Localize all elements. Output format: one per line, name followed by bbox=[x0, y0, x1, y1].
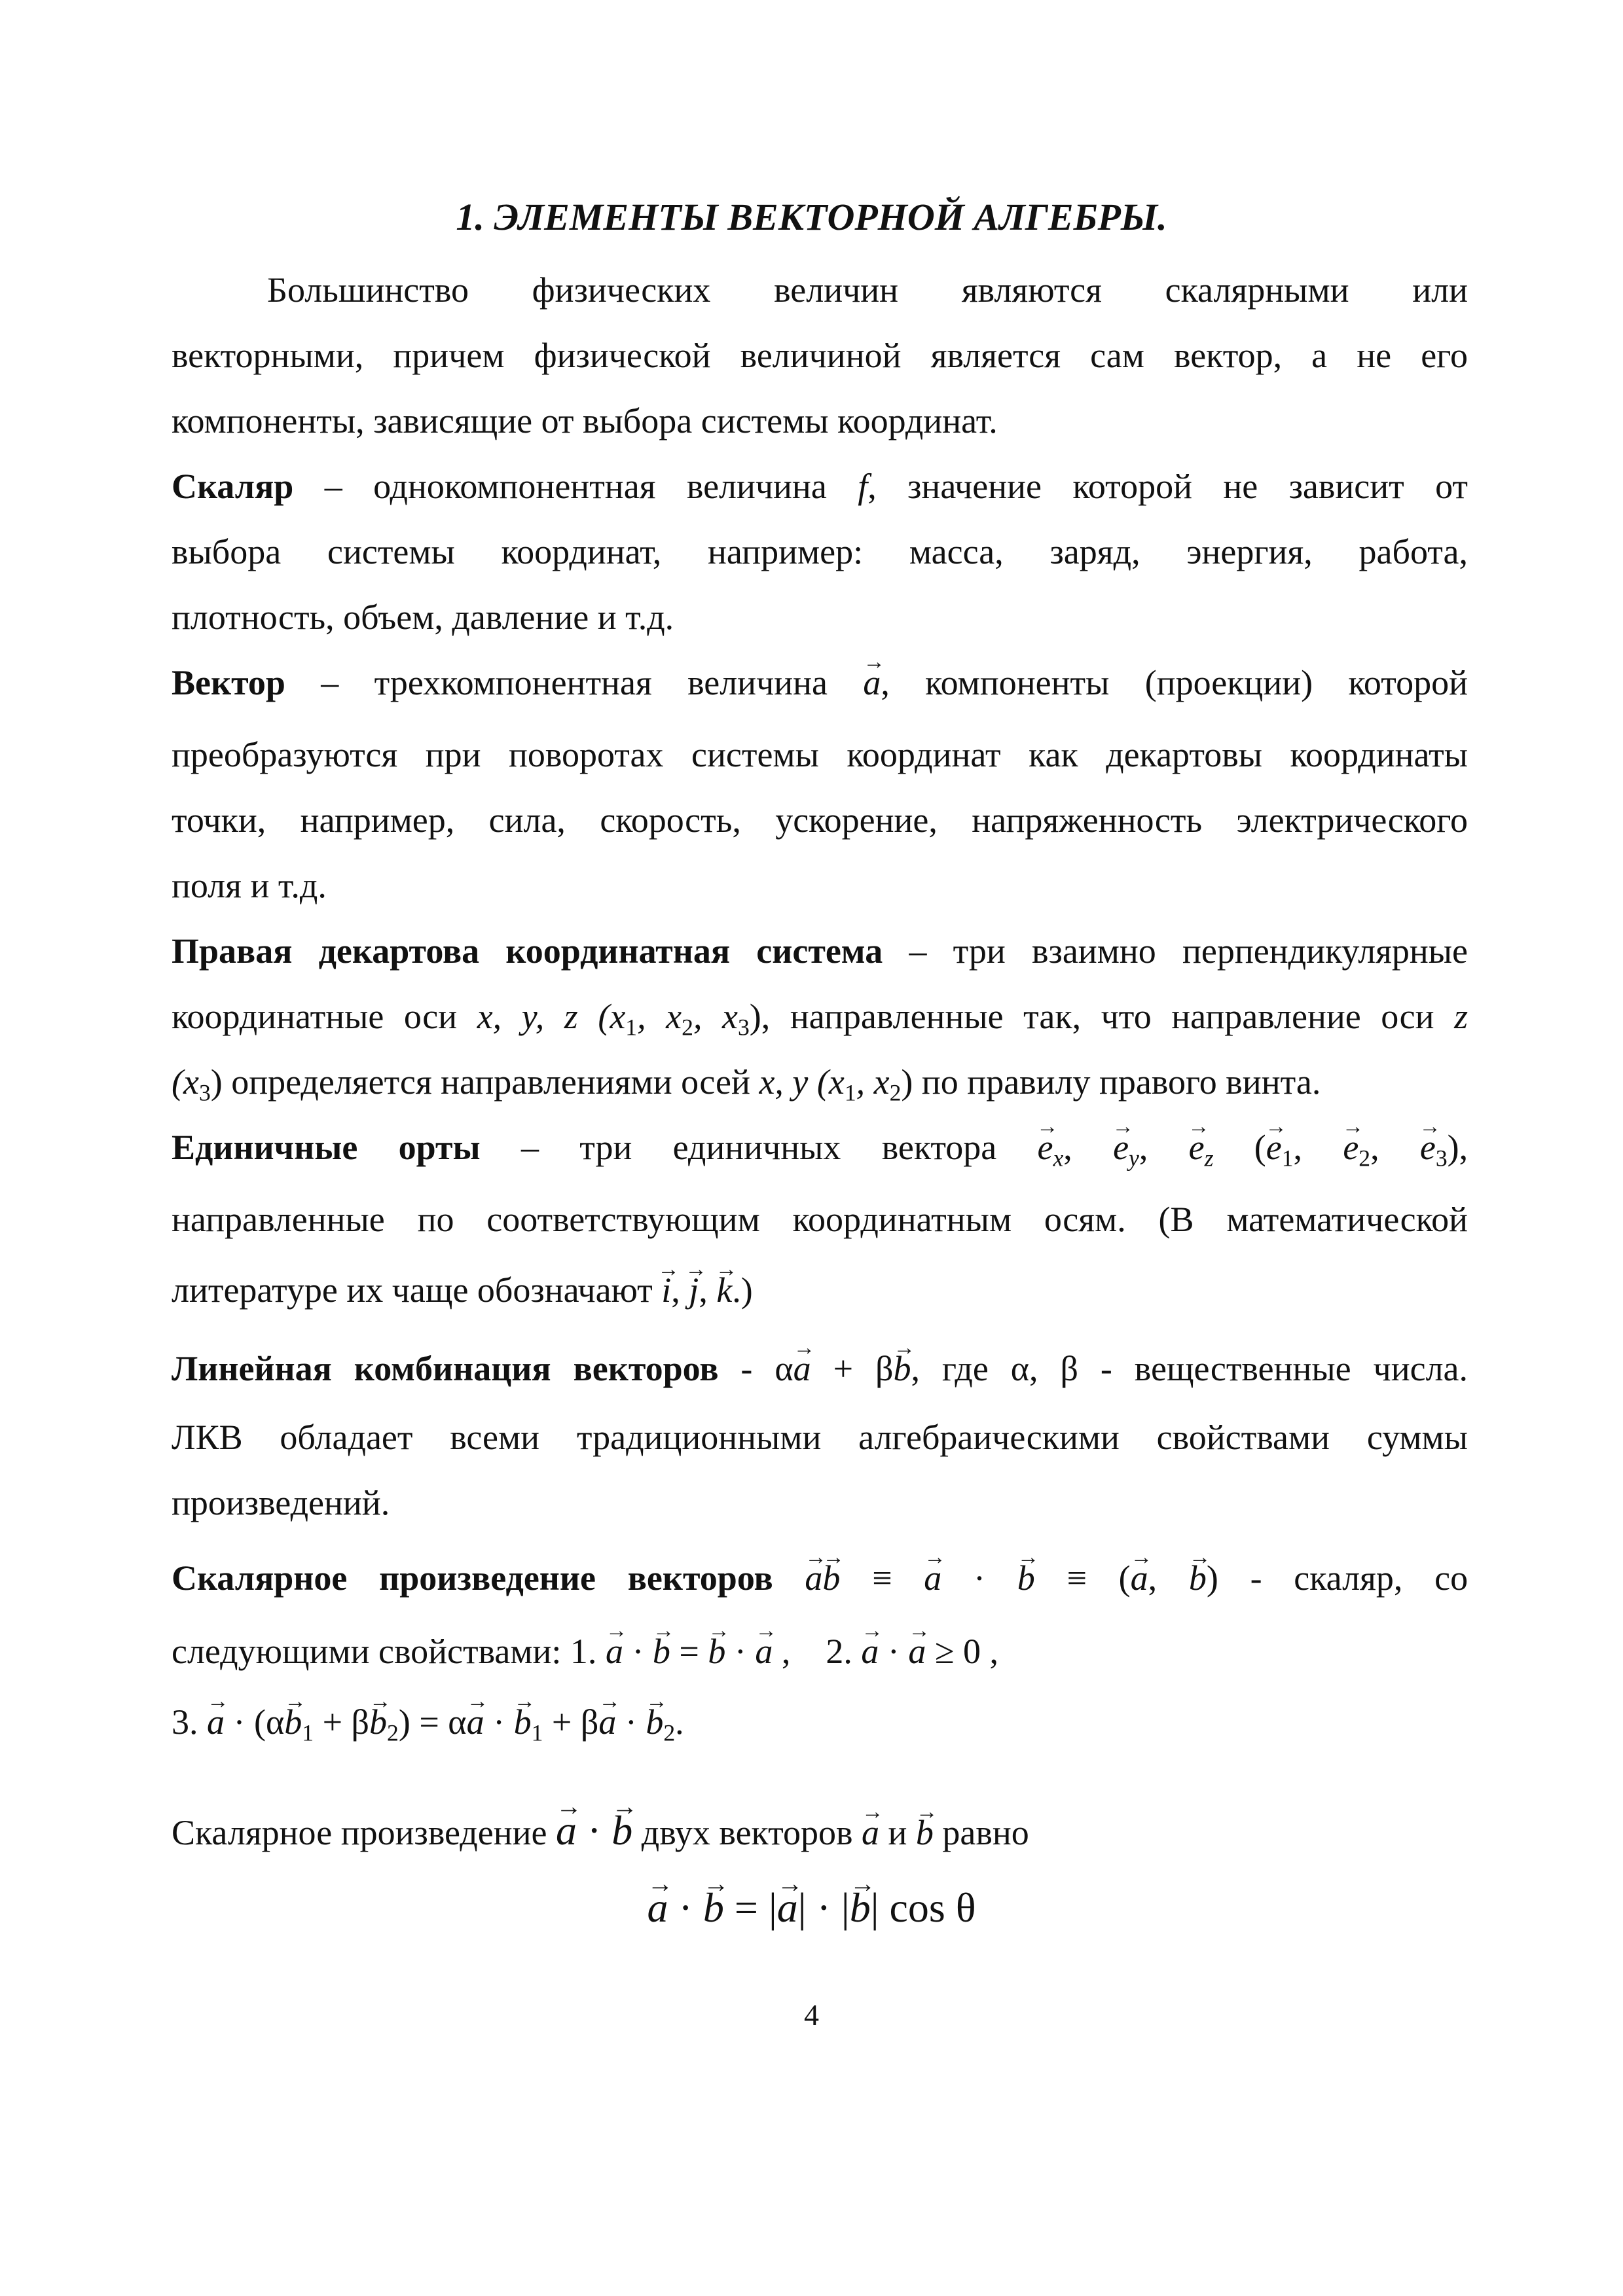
scalar-line-3: плотность, объем, давление и т.д. bbox=[172, 598, 674, 637]
sp-notation: → a→ b ≡ → a · → b ≡ (→ a, → b) bbox=[805, 1558, 1218, 1598]
sp-line-4: Скалярное произведение → a · → b двух векторов → a и → b равно bbox=[172, 1806, 1468, 1855]
linear-line-3: произведений. bbox=[172, 1483, 390, 1522]
sp-line-1: Скалярное произведение векторов → a→ b ≡ → a · → b ≡ (→ a, → b) - скаляр, со bbox=[172, 1558, 1468, 1598]
intro-line-1: Большинство физических величин являются скалярными или bbox=[267, 270, 1468, 310]
vector-a-symbol: → a bbox=[863, 662, 881, 703]
linear-term: Линейная комбинация векторов bbox=[172, 1349, 719, 1388]
orts-term: Единичные орты bbox=[172, 1128, 481, 1167]
cartesian-line-3: $(x_3)$ определяется направлениями осей x, y ($x_1$, $x_2$) по правилу правого винта. bbox=[172, 1062, 1321, 1106]
vector-line-3: точки, например, сила, скорость, ускорение, напряженность электрического bbox=[172, 800, 1468, 840]
cartesian-line-1: Правая декартова координатная система – три взаимно перпендикулярные bbox=[172, 931, 1468, 971]
scalar-product-formula: → a · → b = |→ a| · |→ b| cos θ bbox=[0, 1884, 1623, 1932]
orts-line-1: Единичные орты – три единичных вектора → $e_x$, → $e_y$, → $e_z$ (→ $e_1$, → $e_2$, → $e_3$), bbox=[172, 1127, 1468, 1168]
intro-line-3: компоненты, зависящие от выбора системы координат. bbox=[172, 401, 998, 440]
sp-line-2: следующими свойствами: 1. → a · → b = → b · → a , 2. → a · → a ≥ 0 , bbox=[172, 1631, 1468, 1672]
sp-line-3: 3. → $a \cdot (\alpha\to b_1 + \beta\to b_2) = \alpha\to a$ · → $b_1 + \beta\to a$ · → $b_2$. bbox=[172, 1702, 1468, 1742]
linear-line-1: Линейная комбинация векторов - α→ a + β→ b, где α, β - вещественные числа. bbox=[172, 1348, 1468, 1389]
orts-line-2: направленные по соответствующим координатным осям. (В математической bbox=[172, 1200, 1468, 1239]
scalar-line-2: выбора системы координат, например: масса, заряд, энергия, работа, bbox=[172, 532, 1468, 571]
cartesian-term: Правая декартова координатная система bbox=[172, 931, 883, 971]
scalar-term: Скаляр bbox=[172, 467, 294, 506]
cartesian-line-2: координатные оси x, y, z ($x_1$, $x_2$, $x_3$), направленные так, что направление оси z bbox=[172, 997, 1468, 1041]
linear-formula: α→ a + β→ b, где α, β - вещественные числа. bbox=[775, 1349, 1468, 1388]
section-title: 1. ЭЛЕМЕНТЫ ВЕКТОРНОЙ АЛГЕБРЫ. bbox=[456, 196, 1167, 238]
orts-line-3: литературе их чаще обозначают → i, → j, → k.) bbox=[172, 1270, 1468, 1310]
linear-line-2: ЛКВ обладает всеми традиционными алгебраическими свойствами суммы bbox=[172, 1418, 1468, 1457]
orts-xyz: → $e_x$, → $e_y$, → $e_z$ bbox=[1038, 1128, 1214, 1167]
intro-line-2: векторными, причем физической величиной является сам вектор, а не его bbox=[172, 336, 1468, 375]
vector-line-1: Вектор – трехкомпонентная величина → a, компоненты (проекции) которой bbox=[172, 662, 1468, 703]
vector-line-2: преобразуются при поворотах системы координат как декартовы координаты bbox=[172, 735, 1468, 774]
orts-123: (→ $e_1$, → $e_2$, → $e_3$), bbox=[1254, 1128, 1468, 1167]
vector-term: Вектор bbox=[172, 663, 285, 702]
scalar-line-1: Скаляр – однокомпонентная величина f, значение которой не зависит от bbox=[172, 467, 1468, 506]
vector-line-4: поля и т.д. bbox=[172, 866, 327, 905]
page-number: 4 bbox=[804, 1998, 819, 2032]
